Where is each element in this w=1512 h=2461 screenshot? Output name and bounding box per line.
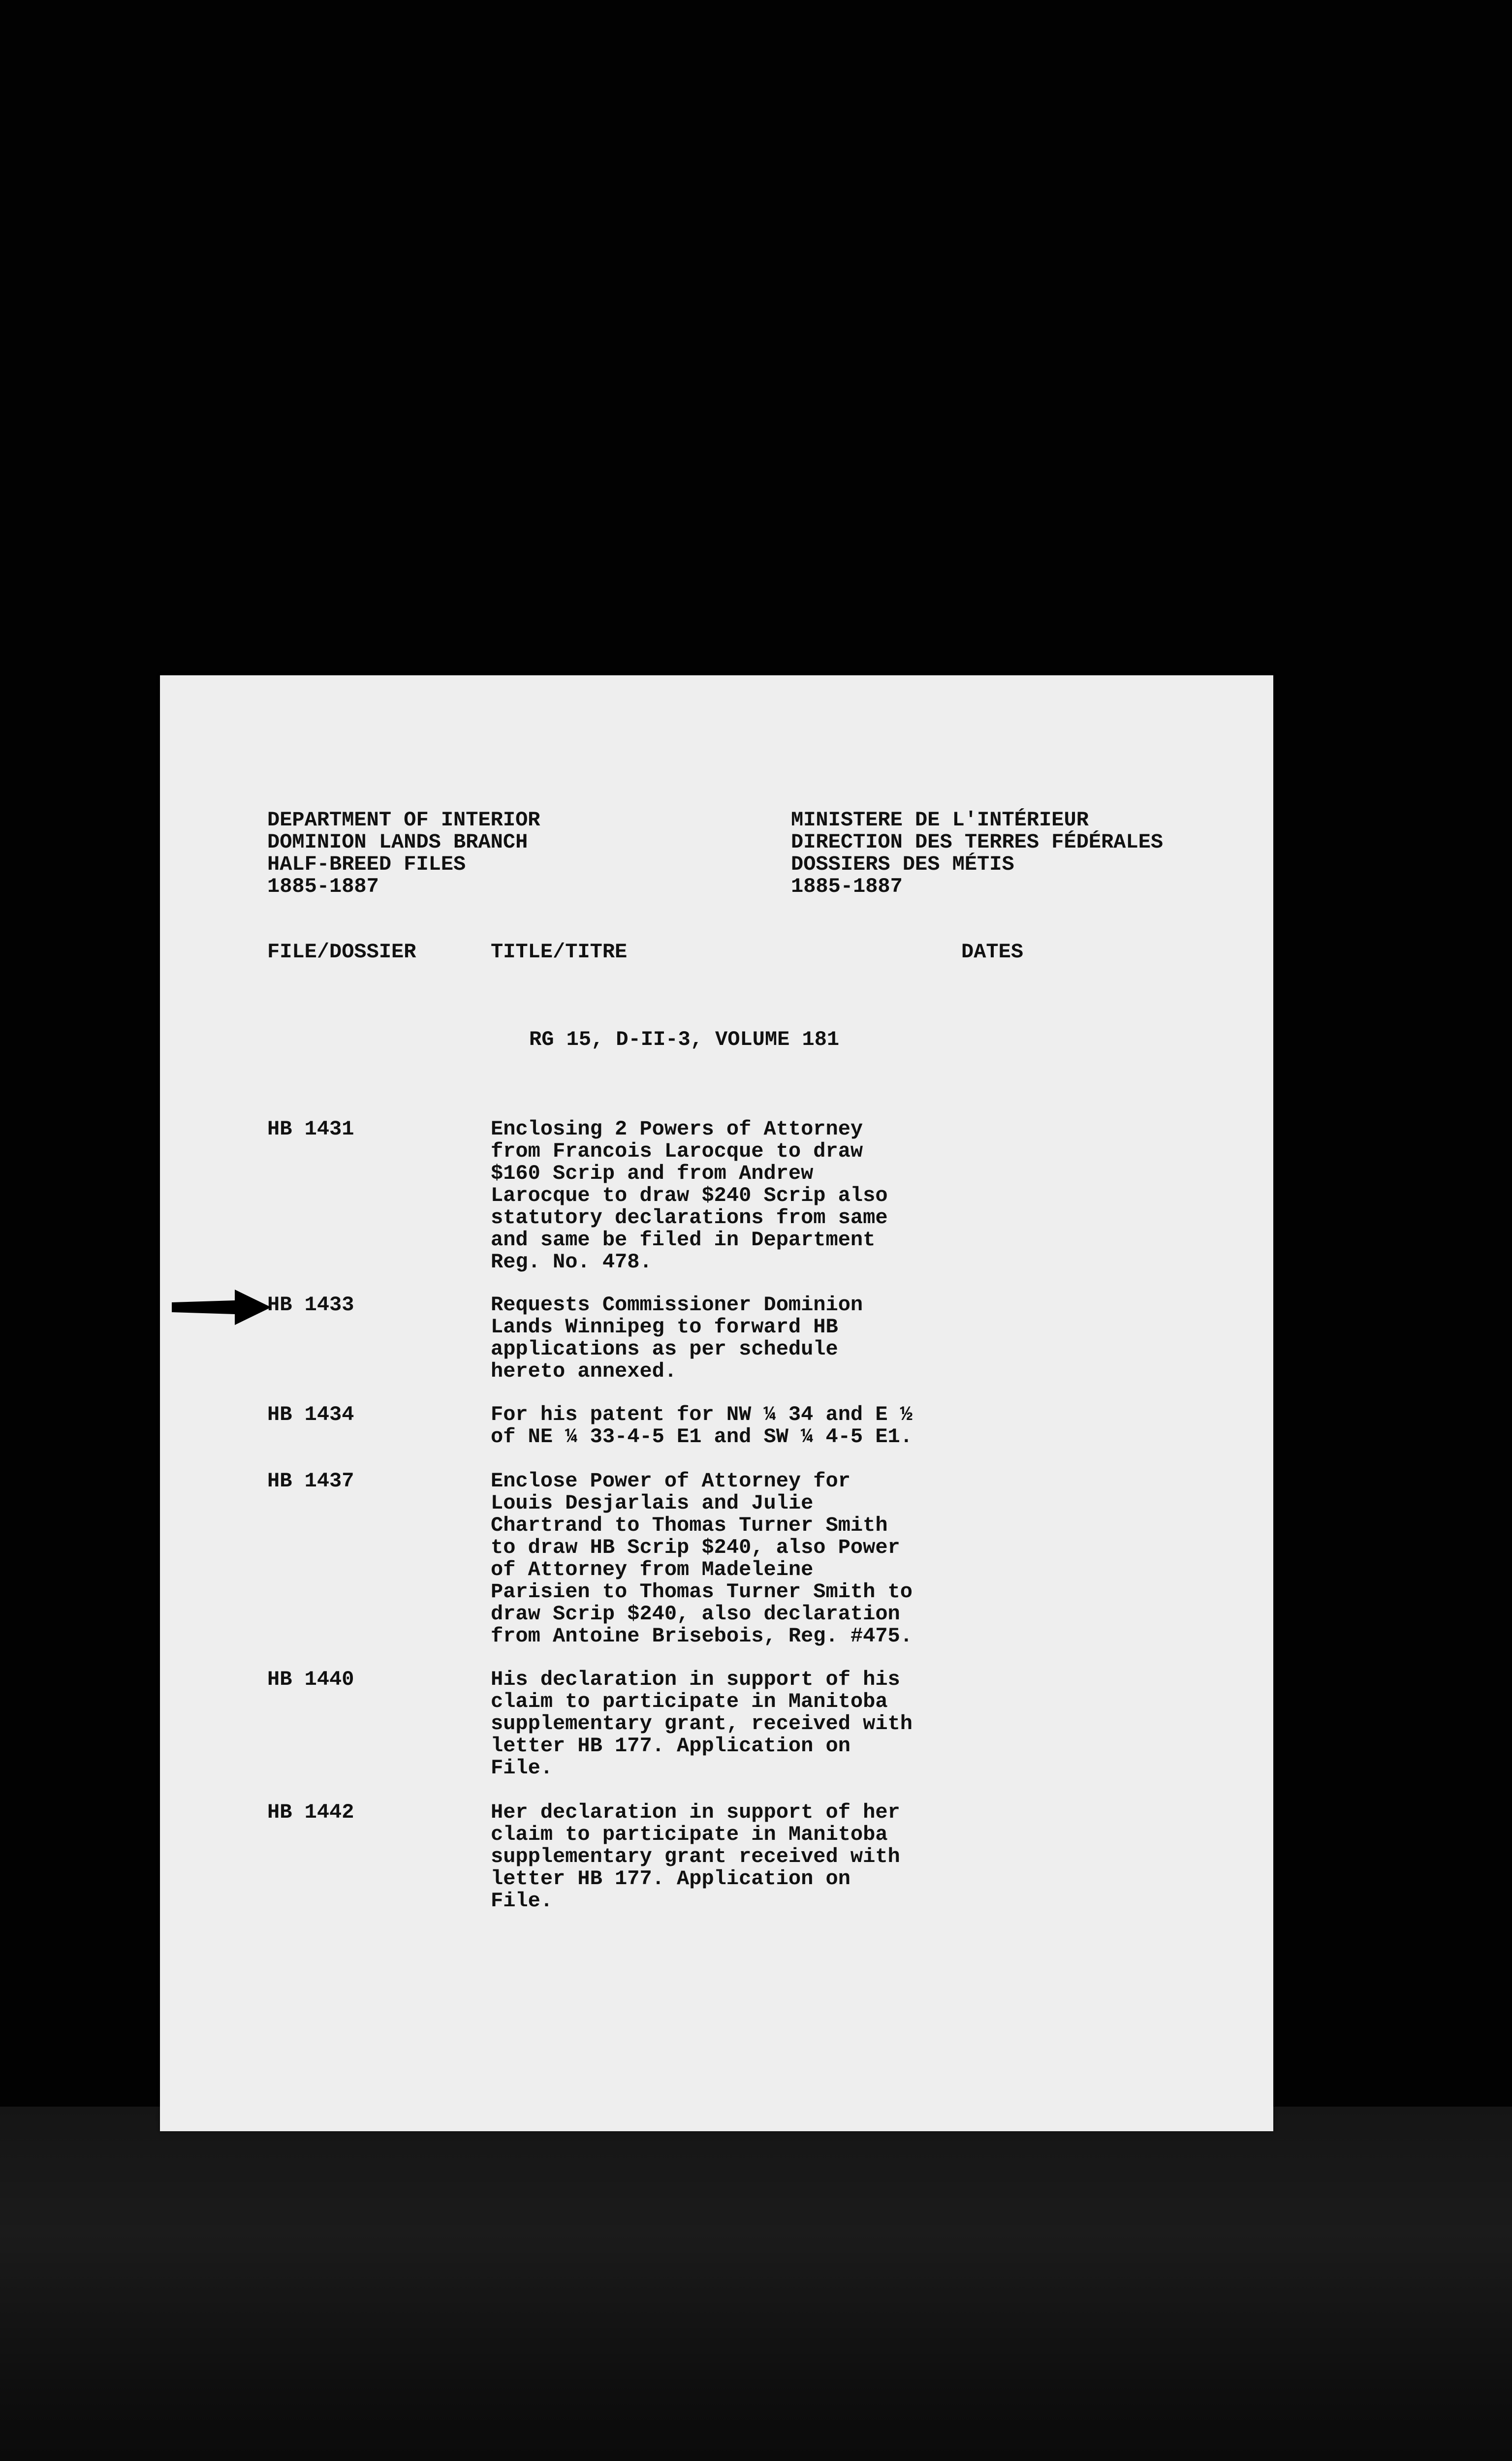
entry-description: Enclose Power of Attorney for Louis Desjarlais and Julie Chartrand to Thomas Turner Smith to draw HB Scrip $240, also Power of Attorney from Madeleine Parisien to Thomas Turner Smith to draw Scrip $240, also declaration from Antoine Brisebois, Reg. #475. xyxy=(491,1469,913,1648)
entry-description: His declaration in support of his claim to participate in Manitoba supplementary grant, received with letter HB 177. Application on File. xyxy=(491,1668,913,1780)
entry-file-number: HB 1431 xyxy=(267,1117,354,1141)
header-french-line-3: DOSSIERS DES MÉTIS xyxy=(791,852,1014,876)
document-page xyxy=(160,675,1273,2131)
entry-file-number: HB 1433 xyxy=(267,1293,354,1317)
entry-file-number: HB 1437 xyxy=(267,1469,354,1493)
header-french xyxy=(791,809,1163,898)
arrow-right-icon xyxy=(170,1288,273,1327)
header-english-line-1: DEPARTMENT OF INTERIOR xyxy=(267,808,540,832)
entry-description: Requests Commissioner Dominion Lands Winnipeg to forward HB applications as per schedule hereto annexed. xyxy=(491,1293,863,1383)
entry-file-number: HB 1440 xyxy=(267,1668,354,1691)
entry-description: Her declaration in support of her claim to participate in Manitoba supplementary grant received with letter HB 177. Application on File. xyxy=(491,1800,900,1913)
entry-description: For his patent for NW ¼ 34 and E ½ of NE ¼ 33-4-5 E1 and SW ¼ 4-5 E1. xyxy=(491,1403,913,1449)
header-french-line-2: DIRECTION DES TERRES FÉDÉRALES xyxy=(791,830,1164,854)
header-french-line-1: MINISTERE DE L'INTÉRIEUR xyxy=(791,808,1089,832)
header-english-line-3: HALF-BREED FILES xyxy=(267,852,466,876)
entry-file-number: HB 1434 xyxy=(267,1403,354,1426)
archival-reference: RG 15, D-II-3, VOLUME 181 xyxy=(529,1028,840,1051)
entry-description: Enclosing 2 Powers of Attorney from Francois Larocque to draw $160 Scrip and from Andrew Larocque to draw $240 Scrip also statutory declarations from same and same be filed in Department Reg. No. 478. xyxy=(491,1117,888,1274)
entry-file-number: HB 1442 xyxy=(267,1800,354,1824)
header-english xyxy=(267,809,540,898)
column-header-title: TITLE/TITRE xyxy=(491,940,628,964)
header-french-line-4: 1885-1887 xyxy=(791,875,903,898)
column-header-dates: DATES xyxy=(961,940,1024,964)
column-header-file: FILE/DOSSIER xyxy=(267,940,416,964)
header-english-line-4: 1885-1887 xyxy=(267,875,379,898)
header-english-line-2: DOMINION LANDS BRANCH xyxy=(267,830,528,854)
scanner-bed-shadow xyxy=(0,2107,1512,2461)
